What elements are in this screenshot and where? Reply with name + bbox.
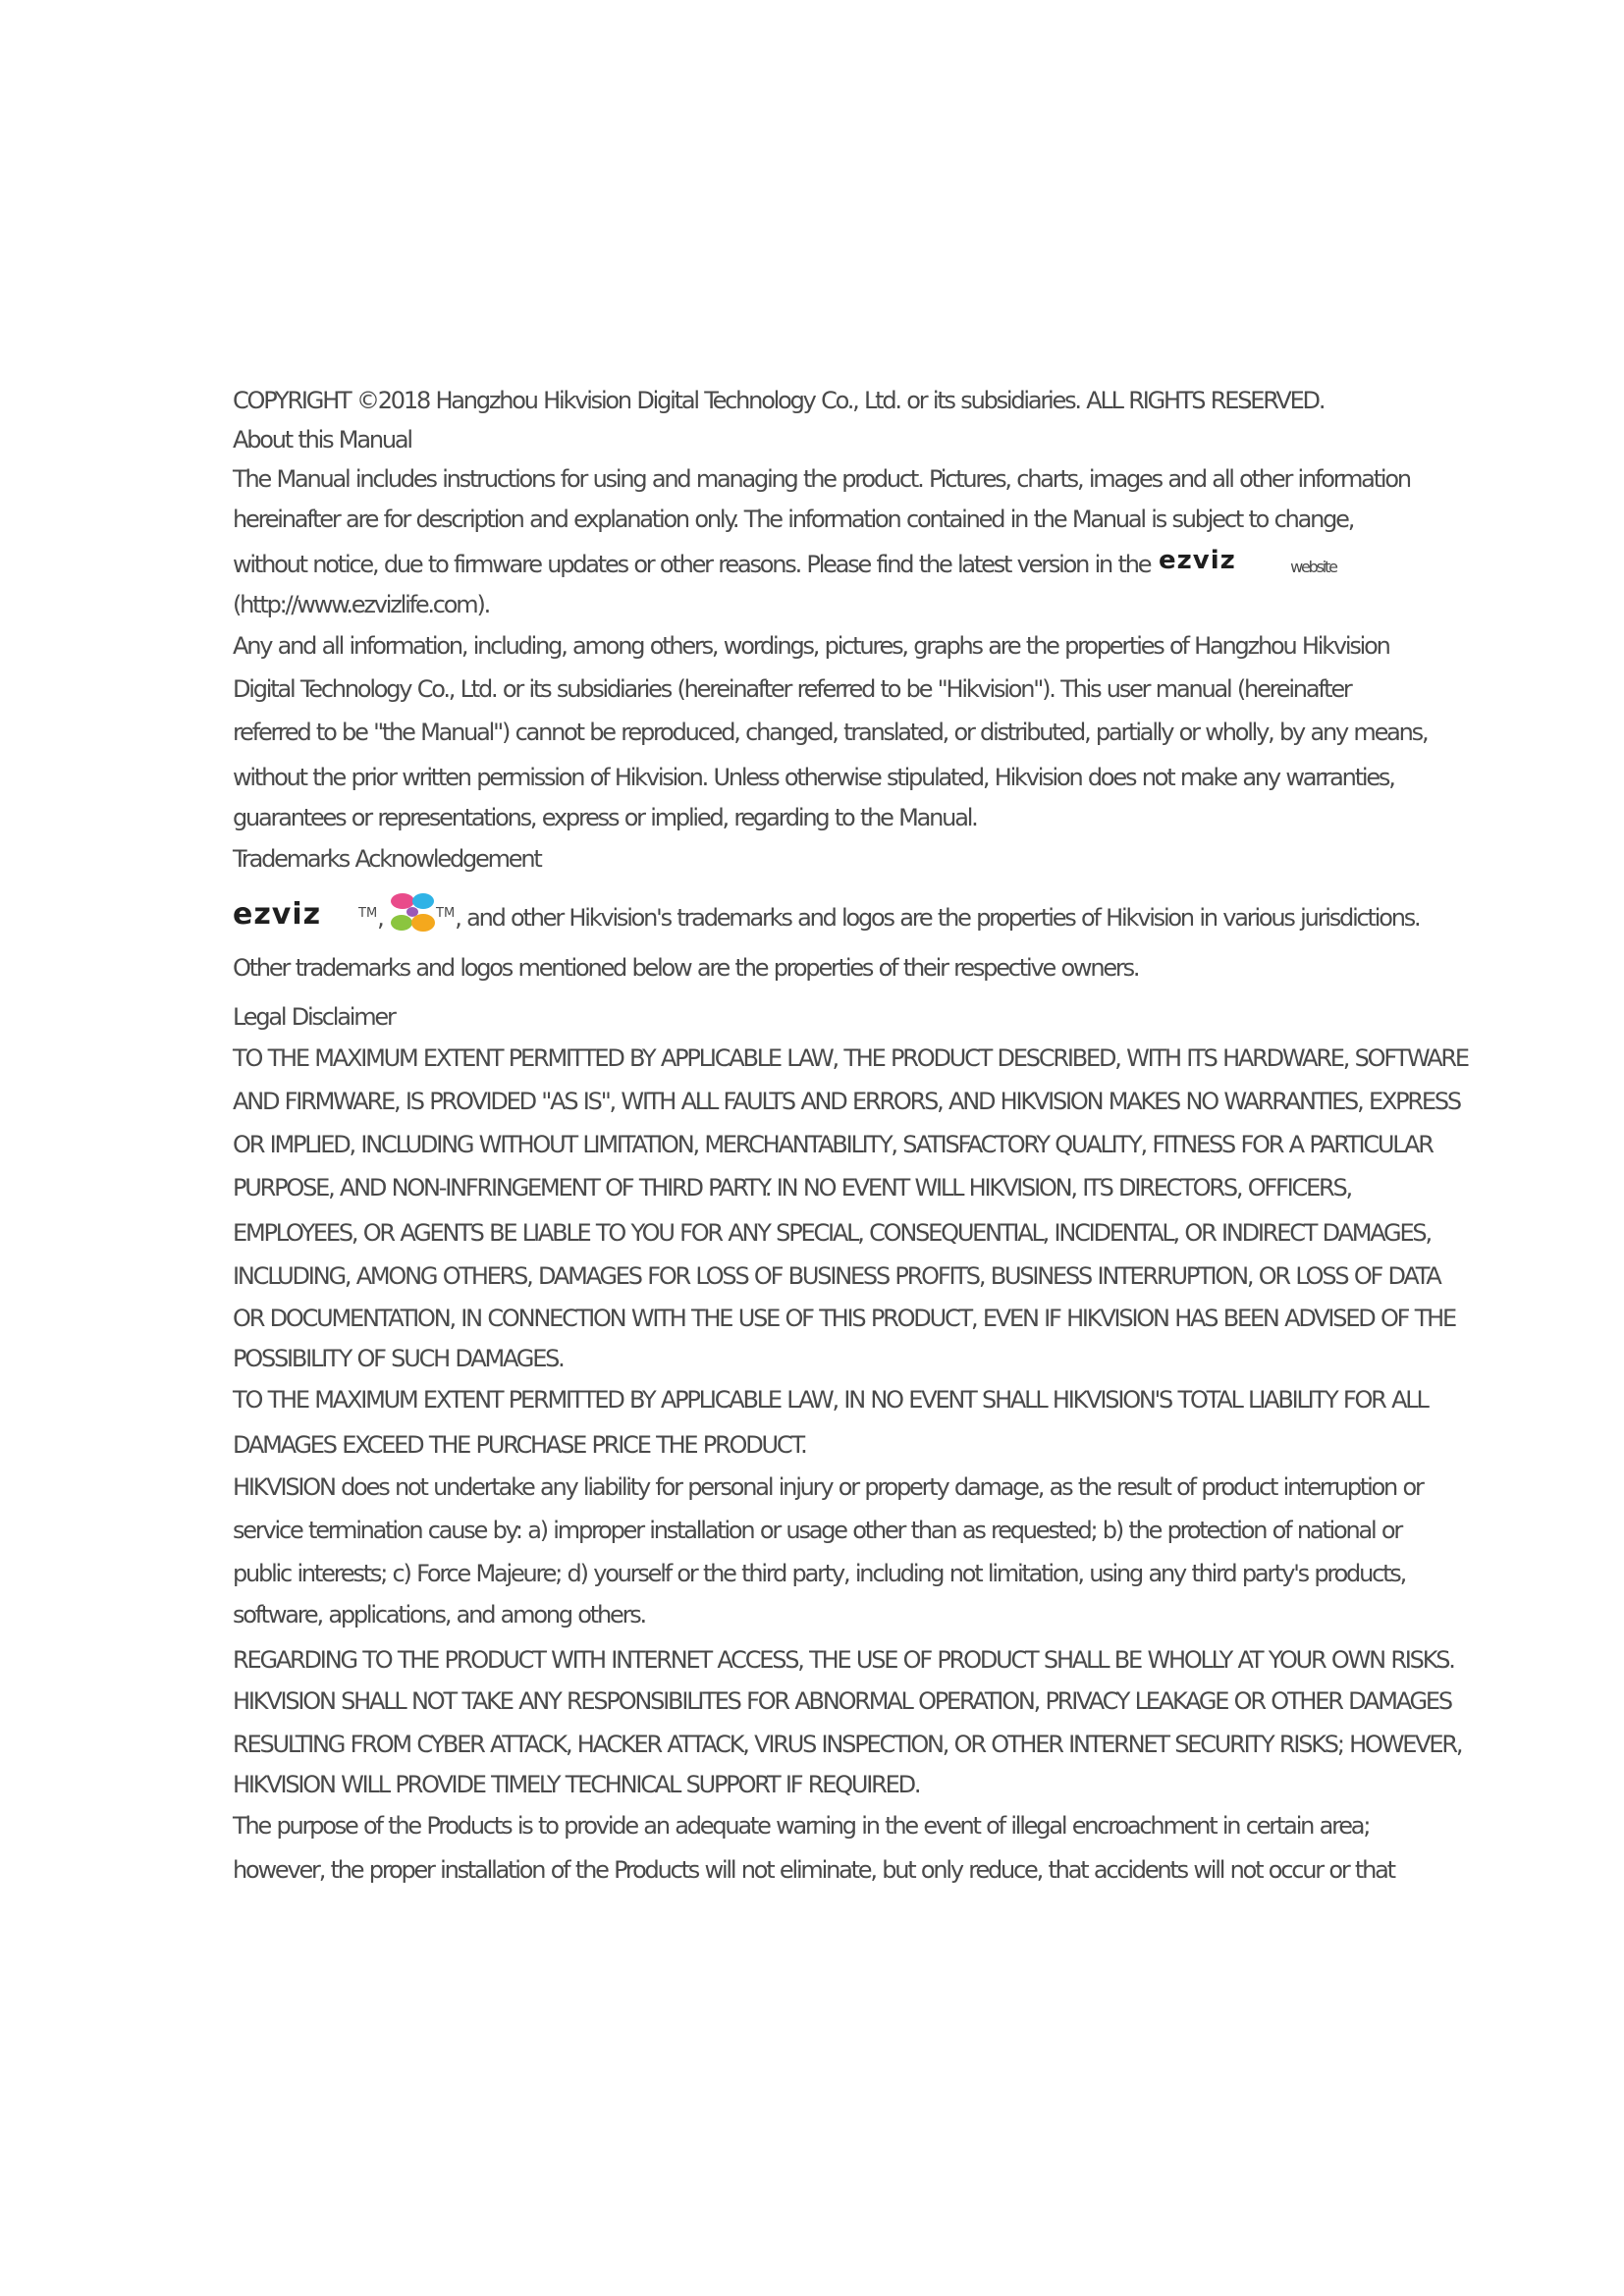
about-paragraph-line: without notice, due to firmware updates or other reasons. Please find the latest version in the ezviz website <box>233 545 1336 584</box>
legal-paragraph-line: REGARDING TO THE PRODUCT WITH INTERNET ACCESS, THE USE OF PRODUCT SHALL BE WHOLLY AT YOUR OWN RISKS. <box>233 1646 1454 1674</box>
trademarks-heading: Trademarks Acknowledgement <box>233 845 541 873</box>
copyright-line <box>233 381 1324 420</box>
about-paragraph-line: Any and all information, including, among others, wordings, pictures, graphs are the properties of Hangzhou Hikvision <box>233 632 1389 660</box>
about-paragraph-line: (http://www.ezvizlife.com). <box>233 591 490 618</box>
about-paragraph-line: hereinafter are for description and explanation only. The information contained in the Manual is subject to change, <box>233 506 1354 533</box>
legal-paragraph-line: RESULTING FROM CYBER ATTACK, HACKER ATTACK, VIRUS INSPECTION, OR OTHER INTERNET SECURITY RISKS; HOWEVER, <box>233 1731 1462 1758</box>
about-paragraph-line: The Manual includes instructions for using and managing the product. Pictures, charts, images and all other information <box>233 465 1410 493</box>
legal-paragraph-line: however, the proper installation of the Products will not eliminate, but only reduce, that accidents will not occur or that <box>233 1856 1394 1884</box>
legal-paragraph-line: software, applications, and among others. <box>233 1601 645 1629</box>
legal-paragraph-line: public interests; c) Force Majeure; d) yourself or the third party, including not limitation, using any third party's products, <box>233 1560 1406 1587</box>
legal-paragraph-line: DAMAGES EXCEED THE PURCHASE PRICE THE PRODUCT. <box>233 1431 806 1459</box>
manual-page <box>233 381 1468 1884</box>
legal-paragraph-line: service termination cause by: a) improper installation or usage other than as requested; b) the protection of national or <box>233 1517 1402 1544</box>
legal-paragraph-line: The purpose of the Products is to provide an adequate warning in the event of illegal encroachment in certain area; <box>233 1812 1370 1840</box>
legal-paragraph-line: HIKVISION SHALL NOT TAKE ANY RESPONSIBILITES FOR ABNORMAL OPERATION, PRIVACY LEAKAGE OR OTHER DAMAGES <box>233 1687 1451 1715</box>
legal-paragraph-line: EMPLOYEES, OR AGENTS BE LIABLE TO YOU FOR ANY SPECIAL, CONSEQUENTIAL, INCIDENTAL, OR INDIRECT DAMAGES, <box>233 1219 1431 1247</box>
ezviz-logo-inline <box>1157 545 1284 586</box>
legal-paragraph-line: AND FIRMWARE, IS PROVIDED "AS IS", WITH ALL FAULTS AND ERRORS, AND HIKVISION MAKES NO WARRANTIES, EXPRESS <box>233 1088 1460 1115</box>
legal-paragraph-line: TO THE MAXIMUM EXTENT PERMITTED BY APPLICABLE LAW, THE PRODUCT DESCRIBED, WITH ITS HARDWARE, SOFTWARE <box>233 1044 1468 1072</box>
about-paragraph-line: referred to be "the Manual") cannot be reproduced, changed, translated, or distributed, partially or wholly, by any means, <box>233 719 1428 746</box>
trademarks-line: ezviz ™, ™, and other Hikvision's trademarks and logos are the properties of Hikvision in various jurisdictions. <box>233 891 1419 931</box>
legal-paragraph-line: HIKVISION does not undertake any liability for personal injury or property damage, as the result of product interruption or <box>233 1473 1423 1501</box>
legal-paragraph-line: PURPOSE, AND NON-INFRINGEMENT OF THIRD PARTY. IN NO EVENT WILL HIKVISION, ITS DIRECTORS, OFFICERS, <box>233 1174 1351 1201</box>
legal-paragraph-line: INCLUDING, AMONG OTHERS, DAMAGES FOR LOSS OF BUSINESS PROFITS, BUSINESS INTERRUPTION, OR LOSS OF DATA <box>233 1262 1440 1290</box>
svg-text:ezviz: ezviz <box>1158 546 1236 574</box>
about-heading: About this Manual <box>233 426 411 454</box>
legal-paragraph-line: OR IMPLIED, INCLUDING WITHOUT LIMITATION, MERCHANTABILITY, SATISFACTORY QUALITY, FITNESS FOR A PARTICULAR <box>233 1131 1433 1158</box>
copyright-text: COPYRIGHT ©2018 Hangzhou Hikvision Digital Technology Co., Ltd. or its subsidiaries. ALL RIGHTS RESERVED. <box>233 387 1325 414</box>
legal-paragraph-line: HIKVISION WILL PROVIDE TIMELY TECHNICAL SUPPORT IF REQUIRED. <box>233 1771 920 1798</box>
about-paragraph-line: Digital Technology Co., Ltd. or its subsidiaries (hereinafter referred to be "Hikvision"). This user manual (hereinafter <box>233 675 1351 703</box>
trademarks-line: Other trademarks and logos mentioned below are the properties of their respective owners. <box>233 954 1139 982</box>
svg-text:ezviz: ezviz <box>233 897 322 929</box>
about-paragraph-line: without the prior written permission of Hikvision. Unless otherwise stipulated, Hikvision does not make any warranties, <box>233 764 1394 791</box>
legal-paragraph-line: OR DOCUMENTATION, IN CONNECTION WITH THE USE OF THIS PRODUCT, EVEN IF HIKVISION HAS BEEN ADVISED OF THE <box>233 1305 1455 1332</box>
ezviz-logo <box>233 897 358 940</box>
ezviz-flower-logo <box>389 891 436 946</box>
about-paragraph-line: guarantees or representations, express or implied, regarding to the Manual. <box>233 804 977 831</box>
legal-paragraph-line: TO THE MAXIMUM EXTENT PERMITTED BY APPLICABLE LAW, IN NO EVENT SHALL HIKVISION'S TOTAL LIABILITY FOR ALL <box>233 1386 1428 1414</box>
legal-heading: Legal Disclaimer <box>233 1003 395 1031</box>
legal-paragraph-line: POSSIBILITY OF SUCH DAMAGES. <box>233 1345 564 1372</box>
